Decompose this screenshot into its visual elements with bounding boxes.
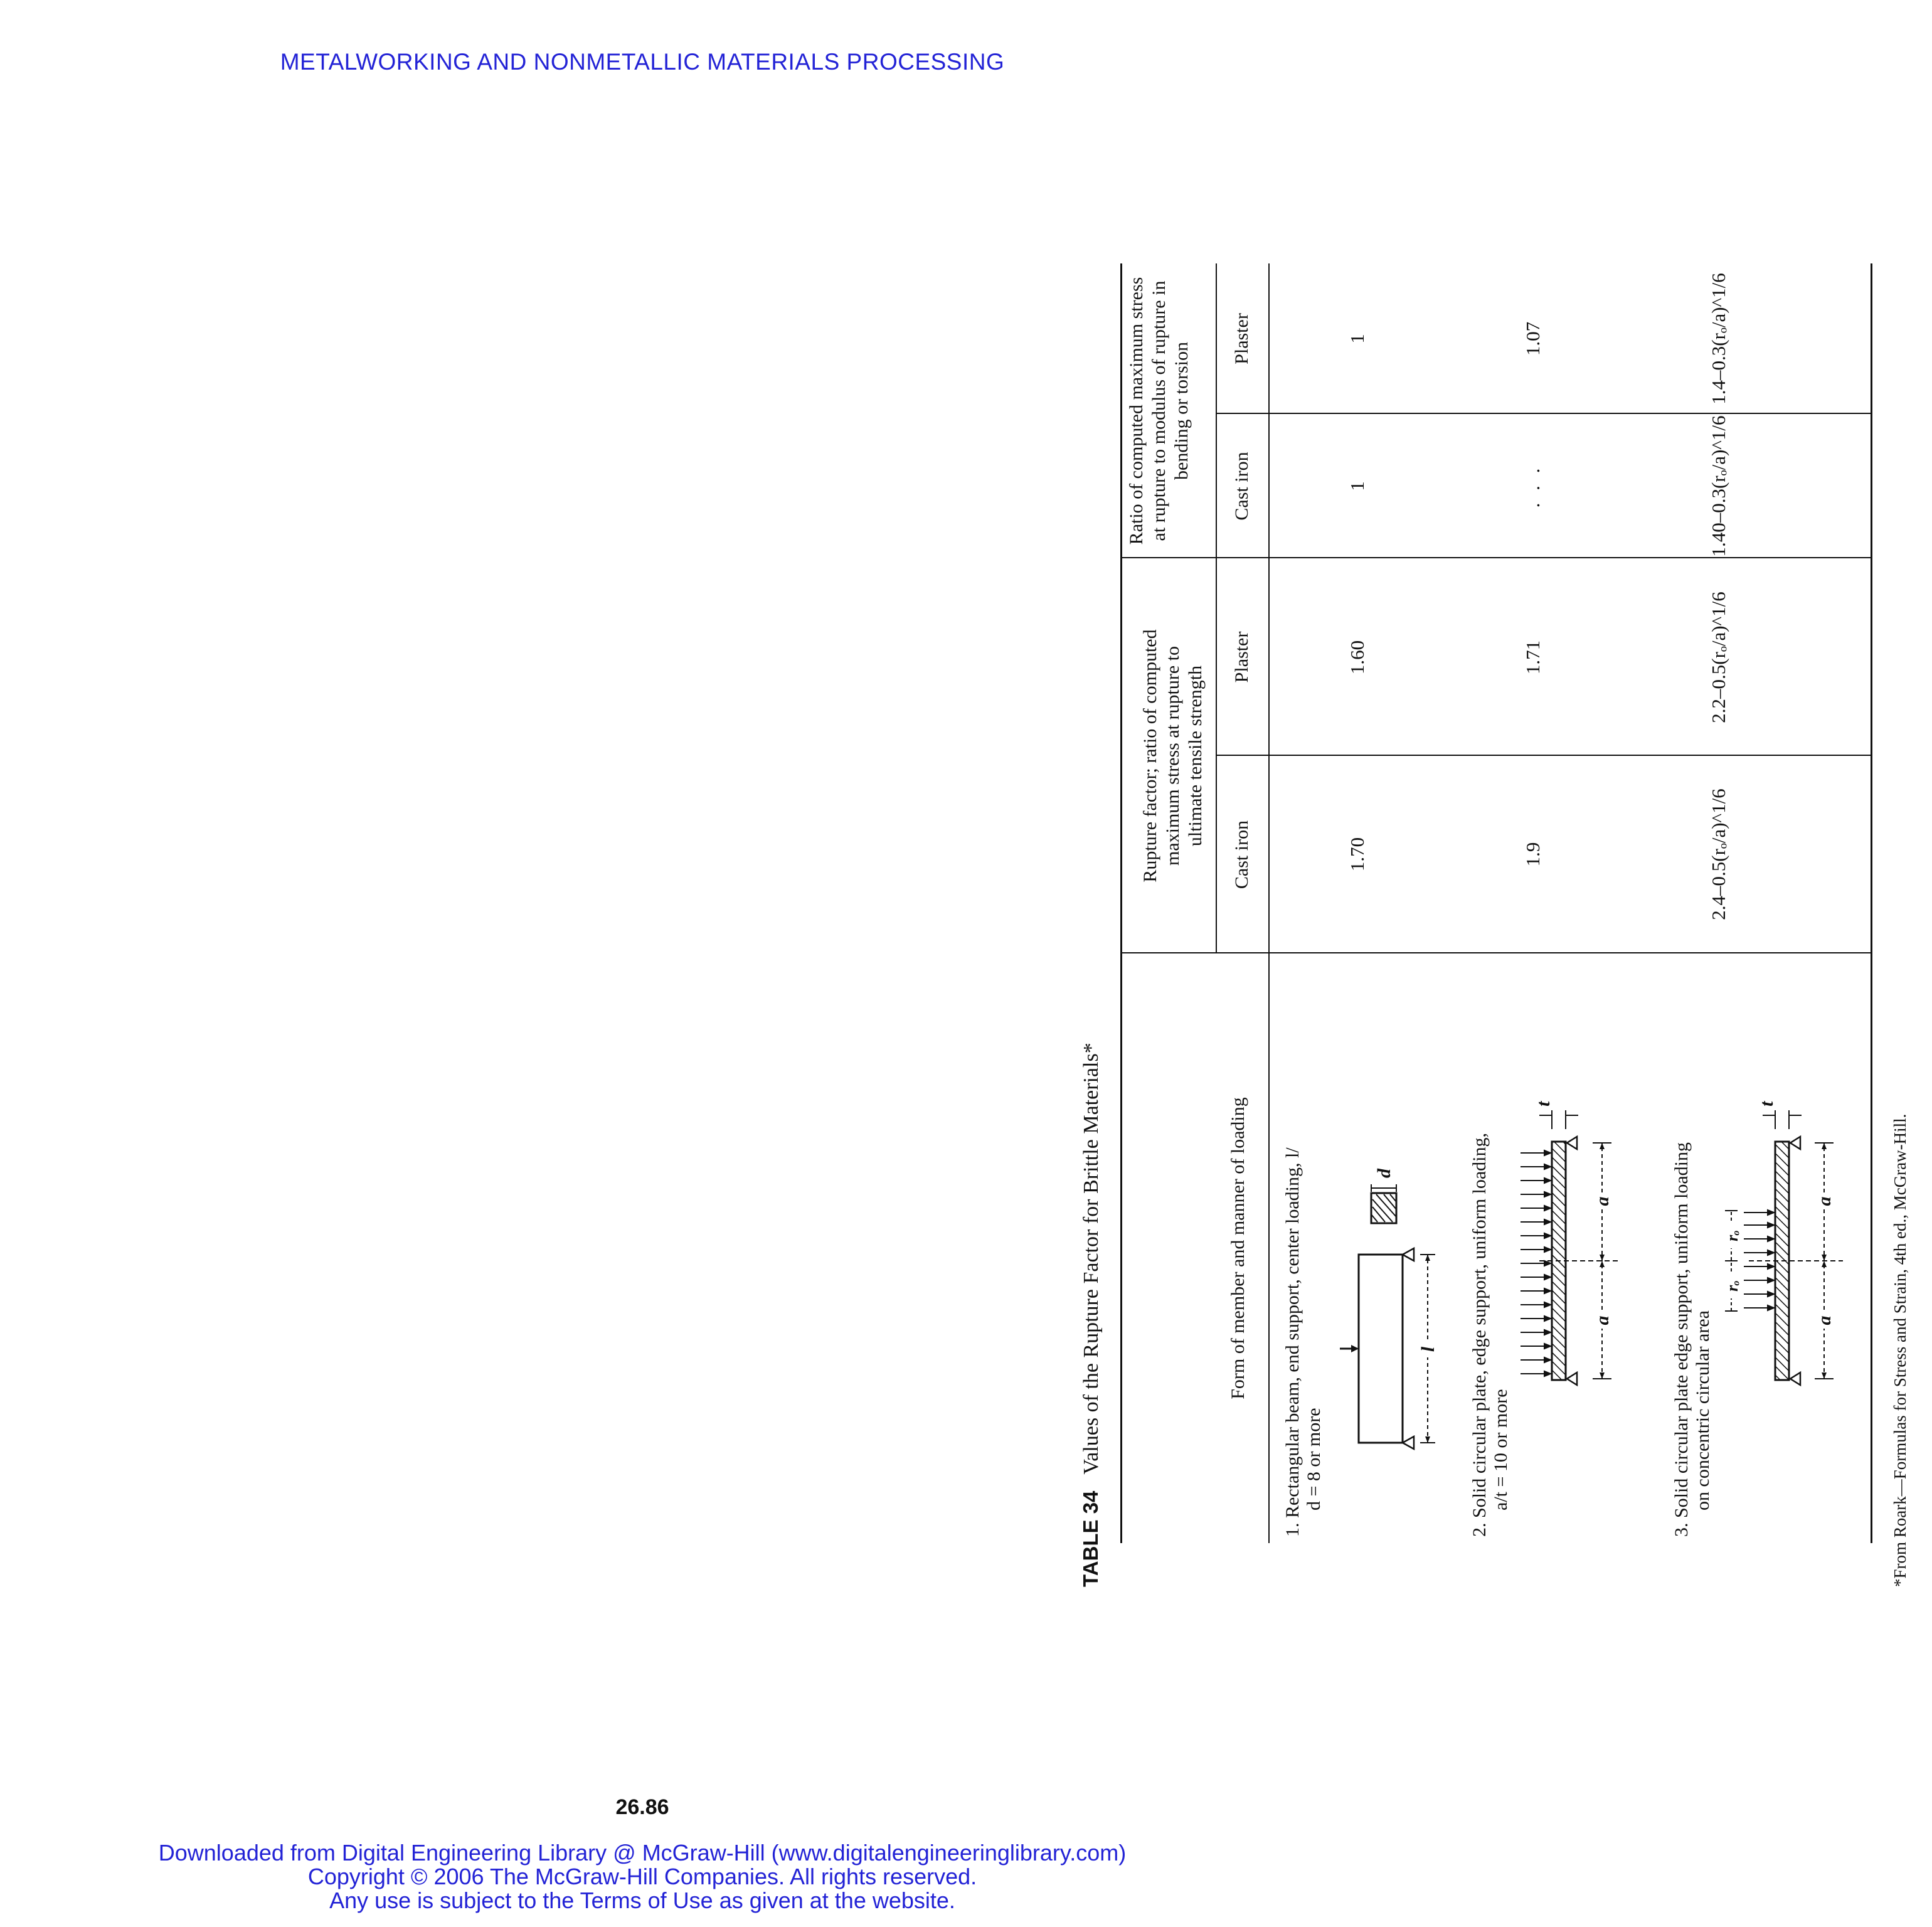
row3-plaster-rupture: 2.2–0.5(rₒ/a)^1/6 <box>1707 592 1729 723</box>
svg-text:t: t <box>1756 1101 1777 1107</box>
download-footer <box>0 1841 1285 1913</box>
group-underline <box>1216 263 1217 953</box>
running-header: METALWORKING AND NONMETALLIC MATERIALS PROCESSING <box>280 49 1005 75</box>
beam-diagram <box>1340 1167 1453 1468</box>
row1-plaster-ratio: 1 <box>1346 334 1368 344</box>
footer-line-terms: Any use is subject to the Terms of Use as given at the website. <box>329 1887 955 1913</box>
uniform-plate-diagram <box>1514 1060 1652 1386</box>
row1-line1: 1. Rectangular beam, end support, center loading, l/ <box>1282 1147 1303 1537</box>
row2-cast-iron-ratio: . . . <box>1522 464 1544 508</box>
svg-text:rₒ: rₒ <box>1723 1230 1741 1241</box>
row1-description <box>1282 985 1325 1537</box>
concentric-plate-diagram <box>1724 1060 1862 1386</box>
header-form-of-member: Form of member and manner of loading <box>1228 1097 1248 1399</box>
row3-cast-iron-rupture: 2.4–0.5(rₒ/a)^1/6 <box>1707 788 1729 920</box>
header-group2-line3: bending or torsion <box>1171 342 1192 480</box>
header-group1-line1: Rupture factor; ratio of computed <box>1140 629 1160 883</box>
row3-description <box>1671 985 1714 1537</box>
row2-description <box>1469 985 1512 1537</box>
header-group-rupture-factor <box>1139 558 1207 953</box>
page-number: 26.86 <box>615 1795 669 1819</box>
row2-plaster-rupture: 1.71 <box>1522 640 1544 675</box>
row1-cast-iron-ratio: 1 <box>1346 481 1368 491</box>
row2-plaster-ratio: 1.07 <box>1522 321 1544 356</box>
header-group1-line2: maximum stress at rupture to <box>1162 646 1183 866</box>
svg-text:a: a <box>1592 1196 1613 1206</box>
subheader-plaster-1: Plaster <box>1231 631 1252 683</box>
row3-cast-iron-ratio: 1.40–0.3(rₒ/a)^1/6 <box>1707 415 1729 557</box>
row2-cast-iron-rupture: 1.9 <box>1522 842 1544 867</box>
table-title: Values of the Rupture Factor for Brittle Materials* <box>1080 1043 1103 1475</box>
row3-plaster-ratio: 1.4–0.3(rₒ/a)^1/6 <box>1707 273 1729 405</box>
subheader-cast-iron-2: Cast iron <box>1231 452 1252 521</box>
table-number: TABLE 34 <box>1079 1490 1102 1587</box>
rupture-factor-table <box>1120 263 1886 1543</box>
rotated-table-page <box>1079 238 1932 1593</box>
table-bottom-rule <box>1871 263 1872 1543</box>
header-group1-line3: ultimate tensile strength <box>1185 665 1206 847</box>
svg-text:d: d <box>1374 1169 1394 1178</box>
footer-line-copyright: Copyright © 2006 The McGraw-Hill Companies. All rights reserved. <box>307 1864 977 1889</box>
row2-line1: 2. Solid circular plate, edge support, uniform loading, <box>1469 1132 1490 1537</box>
row1-line2: d = 8 or more <box>1303 1408 1324 1510</box>
header-group2-line1: Ratio of computed maximum stress <box>1126 277 1147 545</box>
header-group-ratio-modulus <box>1125 263 1193 558</box>
footer-line-download[interactable]: Downloaded from Digital Engineering Library @ McGraw-Hill (www.digitalengineeringlibrary.com) <box>158 1840 1127 1866</box>
svg-text:rₒ: rₒ <box>1723 1280 1741 1292</box>
row3-line1: 3. Solid circular plate edge support, uniform loading <box>1671 1142 1692 1537</box>
svg-text:a: a <box>1814 1196 1835 1206</box>
subheader-cast-iron-1: Cast iron <box>1231 820 1252 889</box>
table-top-rule <box>1120 263 1122 1543</box>
svg-text:l: l <box>1418 1346 1438 1352</box>
col-divider-2 <box>1216 755 1871 756</box>
row1-plaster-rupture: 1.60 <box>1346 640 1368 675</box>
header-bottom-rule <box>1268 263 1270 1543</box>
row3-line2: on concentric circular area <box>1692 1310 1713 1510</box>
table-caption <box>1079 1043 1103 1587</box>
table-footnote: *From Roark—Formulas for Stress and Strain, 4th ed., McGraw-Hill. <box>1891 1113 1909 1587</box>
svg-text:a: a <box>1814 1315 1835 1325</box>
row1-cast-iron-rupture: 1.70 <box>1346 837 1368 872</box>
subheader-plaster-2: Plaster <box>1231 313 1252 364</box>
svg-text:t: t <box>1533 1101 1554 1107</box>
svg-text:a: a <box>1592 1315 1613 1325</box>
header-group2-line2: at rupture to modulus of rupture in <box>1149 280 1169 541</box>
row2-line2: a/t = 10 or more <box>1490 1389 1511 1510</box>
